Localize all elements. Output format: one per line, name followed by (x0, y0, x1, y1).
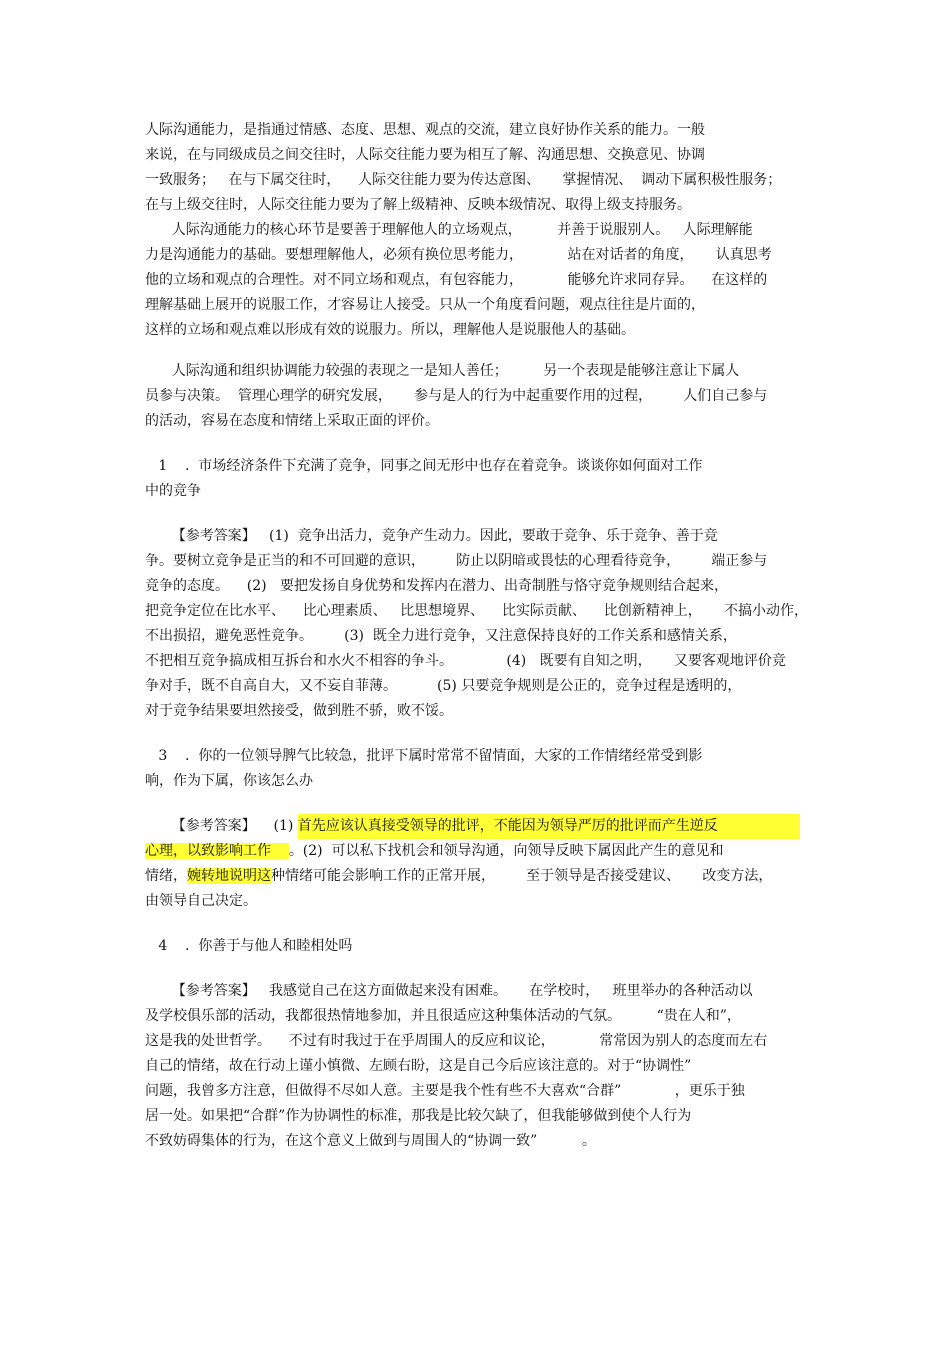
spacer (145, 504, 810, 524)
answer-line: 自己的情绪，故在行动上谨小慎微、左顾右盼，这是自己今后应该注意的。对于“协调性” (145, 1058, 692, 1074)
question-line: 4 . 你善于与他人和睦相处吗 (145, 938, 353, 954)
question-3 (145, 744, 810, 794)
text-line: 在与上级交往时，人际交往能力要为了解上级精神、反映本级情况、取得上级支持服务。 (145, 197, 691, 213)
answer-line: 这是我的处世哲学。 不过有时我过于在乎周围人的反应和议论， 常常因为别人的态度而左右 (145, 1033, 768, 1049)
answer-line: 及学校俱乐部的活动，我都很热情地参加，并且很适应这种集体活动的气氛。 “贵在人和”， (145, 1008, 741, 1024)
text-line: 人际沟通能力的核心环节是要善于理解他人的立场观点， 并善于说服别人。 人际理解能 (145, 222, 753, 238)
text-line: 这样的立场和观点难以形成有效的说服力。所以，理解他人是说服他人的基础。 (145, 322, 635, 338)
spacer (145, 434, 810, 454)
spacer (145, 724, 810, 744)
answer-line: 【参考答案】 (1) 竞争出活力，竞争产生动力。因此，要敢于竞争、乐于竞争、善于竞 (145, 528, 718, 544)
highlighted-text: 心理，以致影响工作 (145, 843, 289, 859)
paragraph-coordination (145, 359, 810, 434)
answer-line: 不致妨碍集体的行为，在这个意义上做到与周围人的“协调一致” 。 (145, 1133, 596, 1149)
answer-line: 居一处。如果把“合群”作为协调性的标准，那我是比较欠缺了，但我能够做到使个人行为 (145, 1108, 692, 1124)
text-line: 力是沟通能力的基础。要想理解他人，必须有换位思考能力， 站在对话者的角度， 认真思考 (145, 247, 772, 263)
text-line: 员参与决策。 管理心理学的研究发展， 参与是人的行为中起重要作用的过程， 人们自己参与 (145, 388, 768, 404)
document-body (145, 118, 810, 1154)
paragraph-understanding (145, 218, 810, 343)
answer-line: 把竞争定位在比水平、 比心理素质、 比思想境界、 比实际贡献、 比创新精神上， 不搞小动作， (145, 603, 809, 619)
text-line: 他的立场和观点的合理性。对不同立场和观点，有包容能力， 能够允许求同存异。 在这样的 (145, 272, 768, 288)
highlighted-text: 首先应该认真接受领导的批评，不能因为领导严厉的批评而产生逆反 (298, 814, 800, 839)
text-line: 来说，在与同级成员之间交往时，人际交往能力要为相互了解、沟通思想、交换意见、协调 (145, 147, 705, 163)
text-line: 的活动，容易在态度和情绪上采取正面的评价。 (145, 413, 439, 429)
answer-line (145, 814, 810, 839)
question-line: 3 . 你的一位领导脾气比较急，批评下属时常常不留情面，大家的工作情绪经常受到影 (145, 748, 703, 764)
question-1 (145, 454, 810, 504)
answer-line: 对于竞争结果要坦然接受，做到胜不骄，败不馁。 (145, 703, 453, 719)
answer-3 (145, 814, 810, 914)
answer-line: 争。要树立竞争是正当的和不可回避的意识， 防止以阴暗或畏怯的心理看待竞争， 端正参与 (145, 553, 768, 569)
spacer (145, 343, 810, 359)
paragraph-intro (145, 118, 810, 218)
answer-text: 。(2) 可以私下找机会和领导沟通，向领导反映下属因此产生的意见和 (288, 843, 724, 859)
answer-prefix: 【参考答案】 (1) (145, 818, 298, 834)
question-line: 响，作为下属，你该怎么办 (145, 773, 313, 789)
answer-1 (145, 524, 810, 724)
answer-line: 争对手，既不自高自大，又不妄自菲薄。 (5) 只要竞争规则是公正的，竞争过程是透明的， (145, 678, 742, 694)
answer-line: 【参考答案】 我感觉自己在这方面做起来没有困难。 在学校时， 班里举办的各种活动以 (145, 983, 753, 999)
answer-text: 种情绪可能会影响工作的正常开展， 至于领导是否接受建议、 改变方法， (271, 868, 773, 884)
answer-line: 不出损招，避免恶性竞争。 (3) 既全力进行竞争，又注意保持良好的工作关系和感情关系， (145, 628, 737, 644)
answer-line: 问题，我曾多方注意，但做得不尽如人意。主要是我个性有些不大喜欢“合群” ，更乐于独 (145, 1083, 745, 1099)
question-4 (145, 934, 810, 959)
text-line: 人际沟通能力，是指通过情感、态度、思想、观点的交流，建立良好协作关系的能力。一般 (145, 122, 705, 138)
answer-line (145, 839, 810, 864)
spacer (145, 959, 810, 979)
answer-text: 情绪， (145, 868, 187, 884)
text-line: 人际沟通和组织协调能力较强的表现之一是知人善任； 另一个表现是能够注意让下属人 (145, 363, 740, 379)
text-line: 理解基础上展开的说服工作，才容易让人接受。只从一个角度看问题，观点往往是片面的， (145, 297, 705, 313)
answer-4 (145, 979, 810, 1154)
text-line: 一致服务； 在与下属交往时， 人际交往能力要为传达意图、 掌握情况、 调动下属积极性服务； (145, 172, 782, 188)
highlighted-text: 婉转地说明这 (187, 868, 271, 884)
spacer (145, 794, 810, 814)
answer-line (145, 864, 810, 889)
answer-line: 竞争的态度。 (2) 要把发扬自身优势和发挥内在潜力、出奇制胜与恪守竞争规则结合起来， (145, 578, 728, 594)
question-line: 中的竞争 (145, 483, 201, 499)
spacer (145, 914, 810, 934)
answer-line: 不把相互竞争搞成相互拆台和水火不相容的争斗。 (4) 既要有自知之明， 又要客观地评价竞 (145, 653, 786, 669)
question-line: 1 . 市场经济条件下充满了竞争，同事之间无形中也存在着竞争。谈谈你如何面对工作 (145, 458, 703, 474)
answer-line: 由领导自己决定。 (145, 893, 257, 909)
